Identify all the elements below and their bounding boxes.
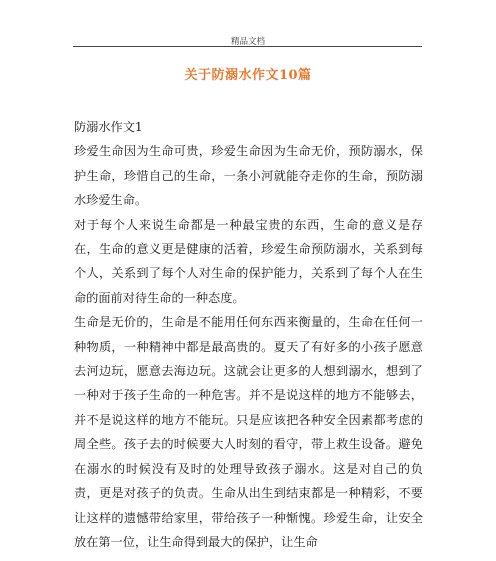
paragraph-1: 珍爱生命因为生命可贵，珍爱生命因为生命无价，预防溺水，保护生命，珍惜自己的生命，一条小河就能夺走你的生命，预防溺水珍爱生命。 [74, 144, 423, 208]
paragraph-2: 对于每个人来说生命都是一种最宝贵的东西，生命的意义是存在，生命的意义更是健康的活着，珍爱生命预防溺水，关系到每个人，关系到了每个人对生命的保护能力，关系到了每个人在生命的面前对待生命的一种态度。 [74, 217, 423, 305]
section-heading: 防溺水作文1 [74, 120, 143, 134]
page-header-label: 精品文档 [230, 37, 265, 47]
header-divider [73, 46, 422, 47]
document-title: 关于防溺水作文10篇 [184, 68, 312, 83]
document-body [74, 115, 423, 554]
paragraph-3: 生命是无价的，生命是不能用任何东西来衡量的，生命在任何一种物质，一种精神中都是最高贵的。夏天了有好多的小孩子愿意去河边玩，愿意去海边玩。这就会让更多的人想到溺水，想到了一种对于孩子生命的一种危害。并不是说这样的地方不能够去，并不是说这样的地方不能玩。只是应该把各种安全因素都考虑的周全些。孩子去的时候要大人时刻的看守，带上救生设备。避免在溺水的时候没有及时的处理导致孩子溺水。这是对自己的负责，更是对孩子的负责。生命从出生到结束都是一种精彩，不要让这样的遗憾带给家里，带给孩子一种惭愧。珍爱生命，让安全放在第一位，让生命得到最大的保护，让生命 [74, 315, 423, 549]
